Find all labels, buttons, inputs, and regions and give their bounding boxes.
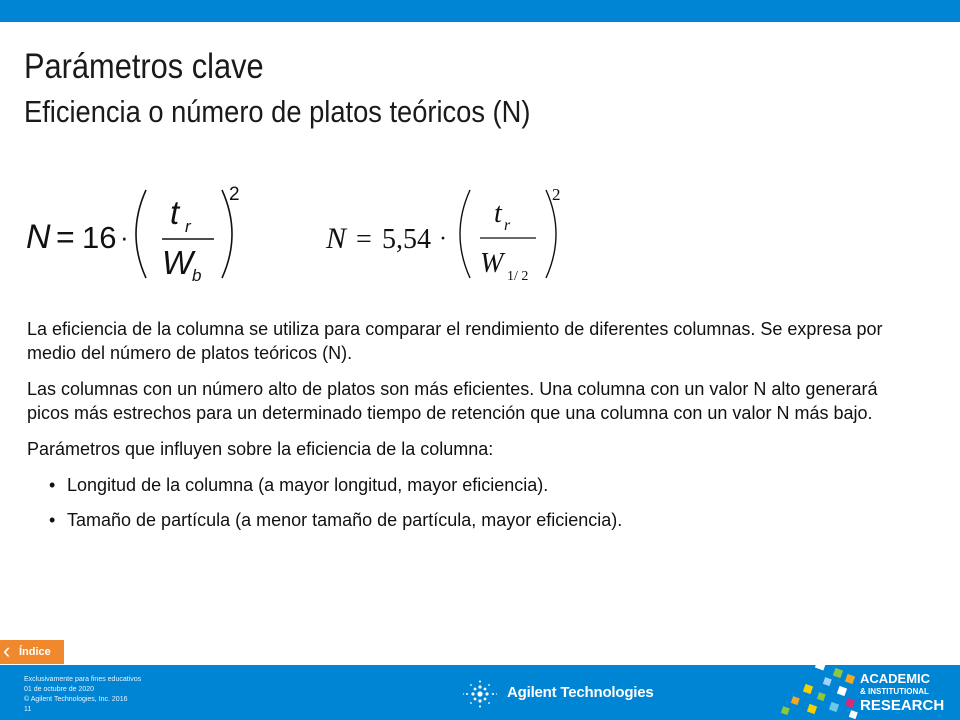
formula-plates-whalf [325,185,561,284]
formula2-exponent: 2 [552,185,561,204]
formula1-left-paren [136,190,146,278]
formula2-left-paren [460,190,470,278]
academic-logo-line: RESEARCH [860,697,945,714]
footer-notice-line: Exclusivamente para fines educativos [24,676,142,683]
list-item [27,508,887,532]
formula1-dot: · [120,222,129,252]
footer-bar [0,665,960,720]
footer-date: 01 de octubre de 2020 [24,686,95,693]
top-bar [0,0,960,22]
formula1-numerator-sub: r [185,217,191,236]
formula1-numerator: t [170,194,180,231]
academic-logo-line: ACADEMIC [860,671,931,686]
agilent-spark-icon [462,679,498,709]
decorative-pixels [780,665,860,720]
academic-research-logo [860,672,944,714]
index-button-label: Índice [19,646,51,658]
page-title: Parámetros clave [24,47,264,86]
formula2-denominator-sub: 1/ 2 [507,269,529,284]
list-item-text: Longitud de la columna (a mayor longitud, mayor eficiencia). [67,475,549,495]
bullet-icon: • [49,510,56,530]
footer-copyright: © Agilent Technologies, Inc. 2016 [24,696,128,703]
list-item [27,473,887,497]
formula1-equals: = [56,219,75,255]
formula1-coef: 16 [82,220,117,255]
formula1-denominator: W [162,244,194,281]
chevron-left-icon: ‹ [3,638,11,663]
formula1-lhs: N [26,218,51,256]
page-subtitle: Eficiencia o número de platos teóricos (N) [24,94,531,129]
list-item-text: Tamaño de partícula (a menor tamaño de partícula, mayor eficiencia). [67,510,623,530]
formula2-denominator: W [480,248,504,279]
index-button[interactable] [0,640,64,664]
formula2-numerator: t [494,198,502,229]
formula2-dot: · [439,226,447,252]
formula2-equals: = [356,224,372,255]
formula2-coef: 5,54 [382,224,431,255]
formula1-exponent: 2 [229,184,240,205]
academic-logo-line: & INSTITUTIONAL [860,687,929,696]
formulas [22,178,582,288]
paragraph-efficiency: Las columnas con un número alto de platos son más eficientes. Una columna con un valor N alto generará picos más estrechos para un determinado tiempo de retención que una columna con un valor N más bajo. [27,379,878,423]
bullet-icon: • [49,475,56,495]
formula1-denominator-sub: b [192,266,202,285]
body-text [27,317,887,543]
page-number: 11 [24,706,32,713]
formula2-lhs: N [326,222,347,255]
paragraph-parameters: Parámetros que influyen sobre la eficiencia de la columna: [27,439,494,459]
parameter-list [27,473,887,532]
brand-name: Agilent Technologies [507,684,654,701]
paragraph-definition: La eficiencia de la columna se utiliza para comparar el rendimiento de diferentes columnas. Se expresa por medio del número de platos teóricos (N). [27,319,883,363]
formula-plates-wb [26,184,240,285]
formula2-numerator-sub: r [504,217,511,234]
footer-notice [24,675,141,715]
